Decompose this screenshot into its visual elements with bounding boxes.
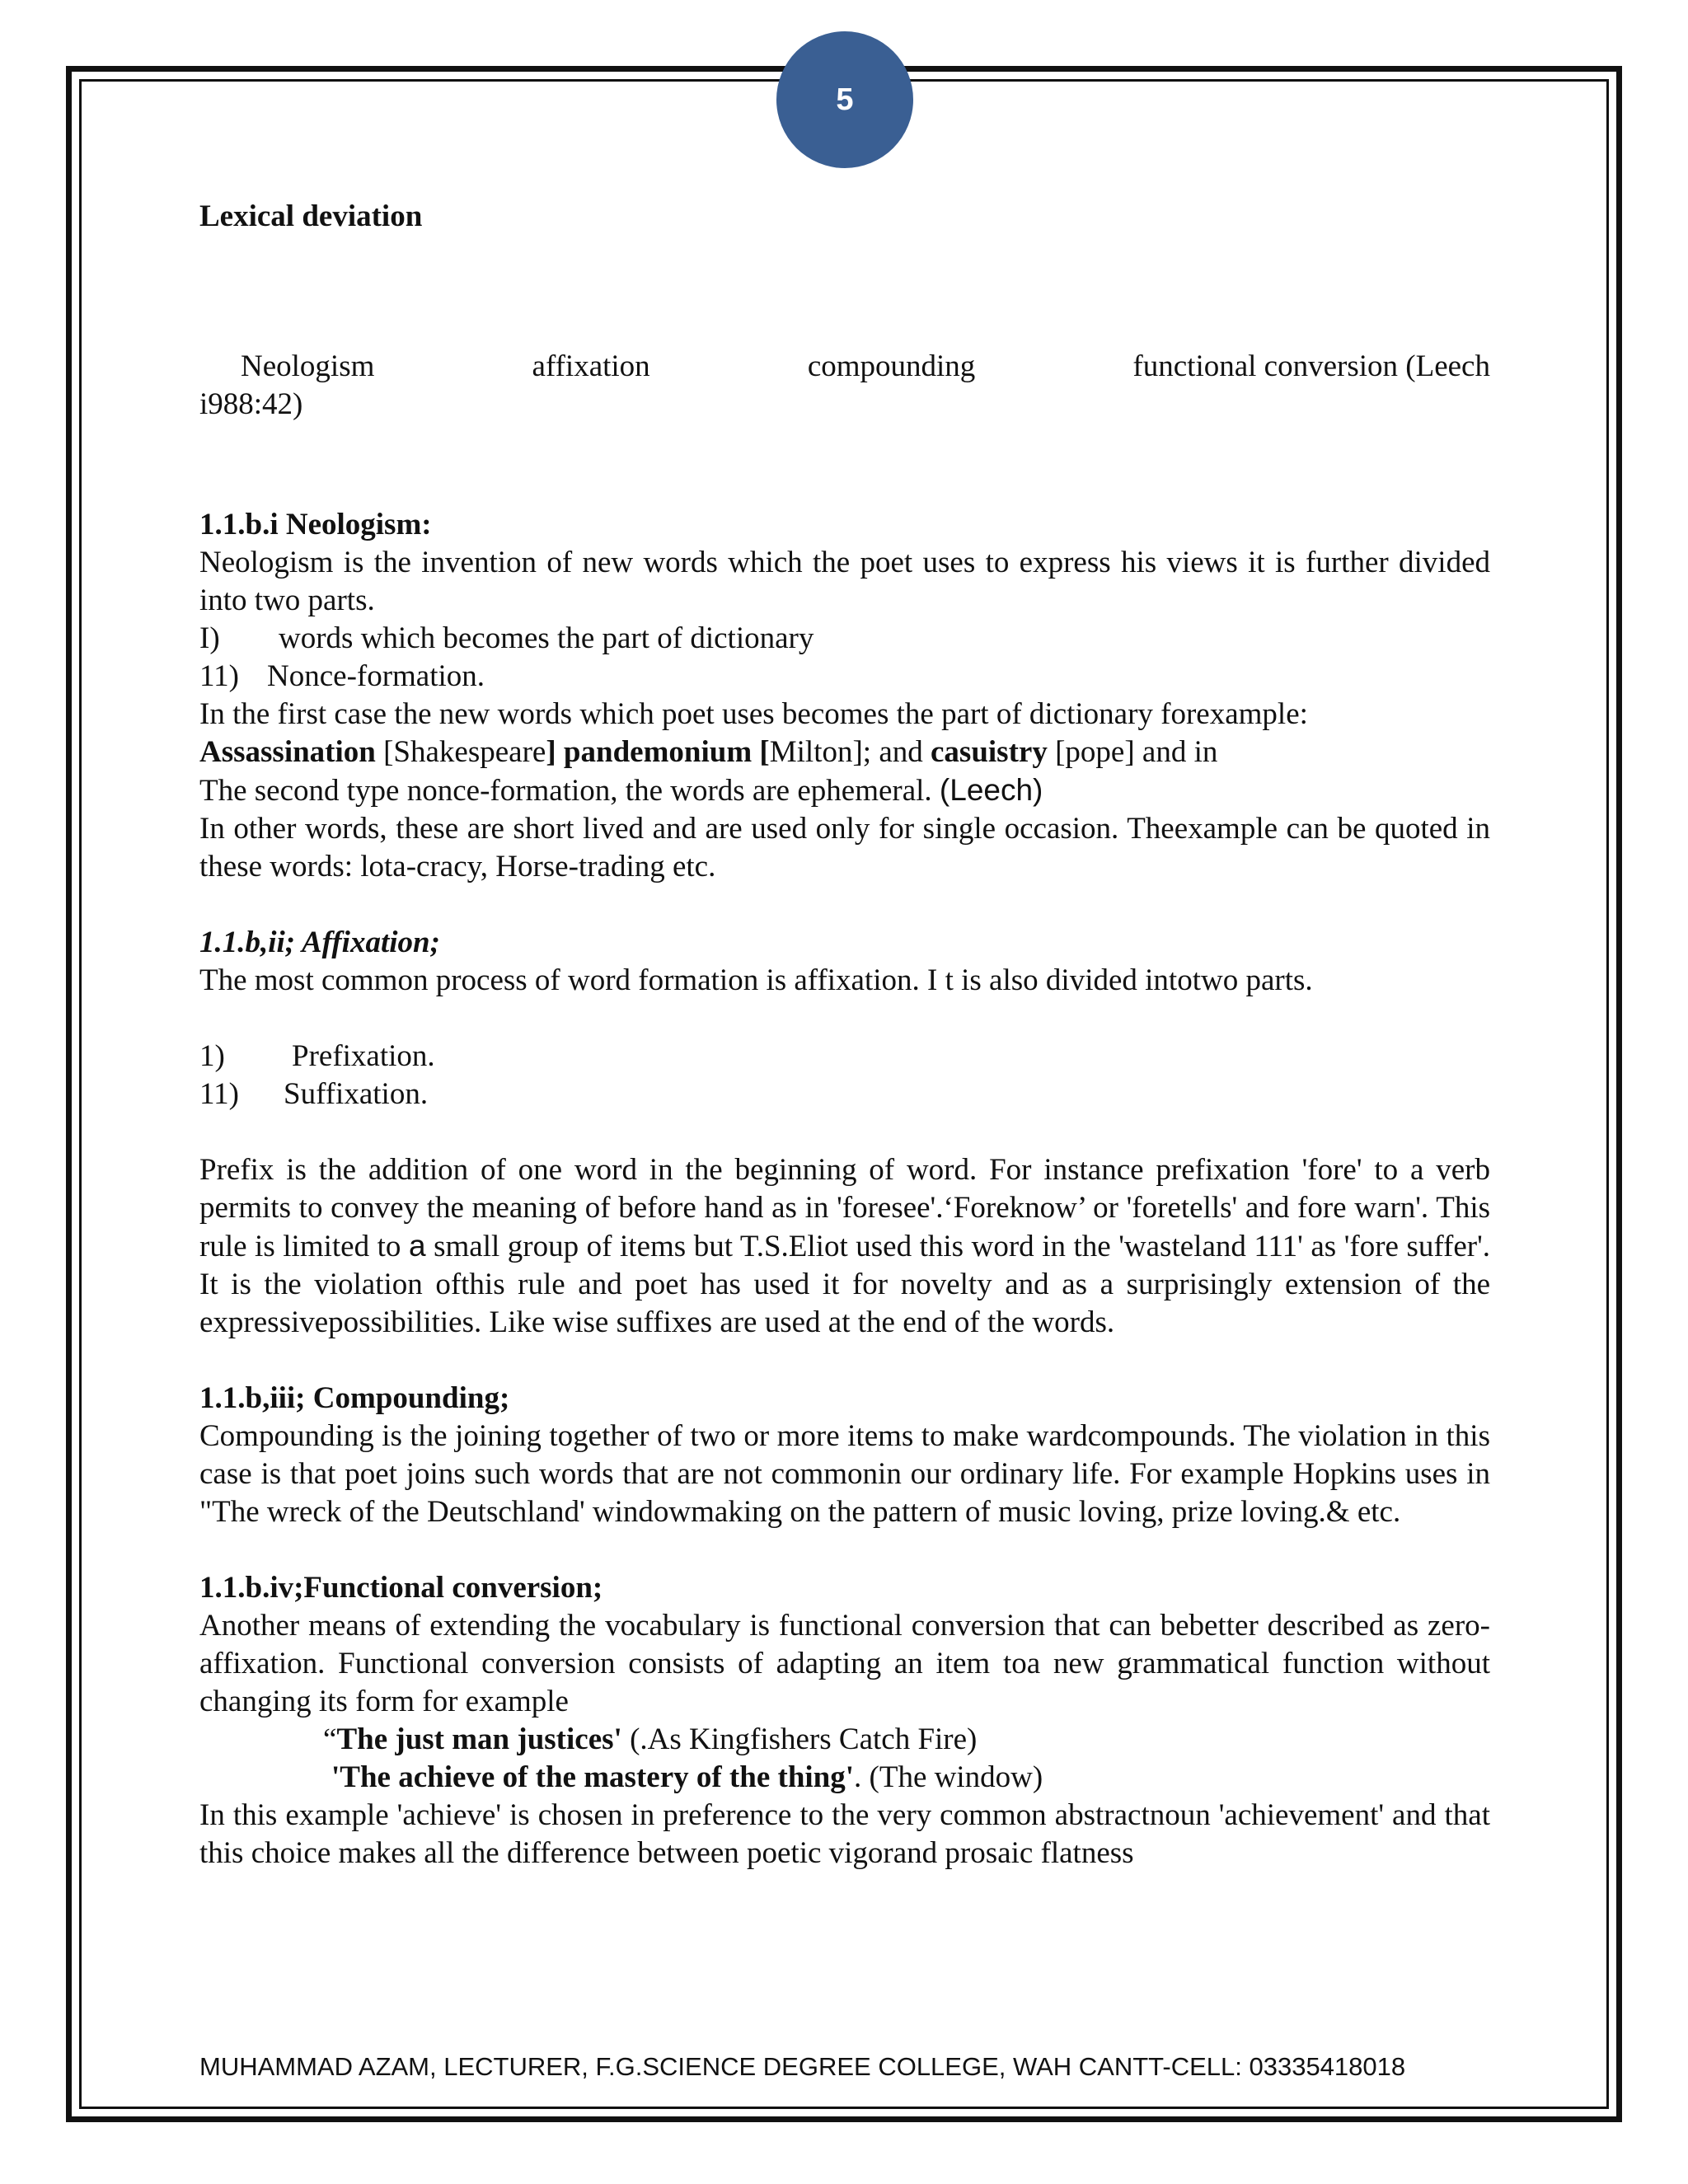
type-functional-conversion: functional conversion (Leech xyxy=(1132,349,1490,383)
page-number: 5 xyxy=(836,82,854,117)
list-item xyxy=(199,1076,1490,1113)
article-glyph: a xyxy=(408,1229,426,1263)
list-number: I) xyxy=(199,621,220,655)
list-text: words which becomes the part of dictionary xyxy=(279,621,814,655)
quote-text: The just man justices' xyxy=(336,1722,622,1756)
paragraph-text: Prefix is the addition of one word in the beginning of word. For instance prefixation 'fore' to a verb permits to convey the meaning of before hand as in 'foresee'.‘Foreknow’ or 'foretells' and fore warn'. This rule is limited to xyxy=(199,1153,1490,1263)
list-item xyxy=(199,620,1490,658)
neologism-intro: Neologism is the invention of new words which the poet uses to express his views it is further divided into two parts. xyxy=(199,546,1490,617)
neologism-heading: 1.1.b.i Neologism: xyxy=(199,508,432,541)
example-source: [pope] and in xyxy=(1047,735,1218,769)
list-number: 11) xyxy=(199,659,239,693)
list-item xyxy=(199,1038,1490,1076)
example-source: Milton]; and xyxy=(769,735,931,769)
quote-source: . (The window) xyxy=(854,1760,1043,1794)
nonce-paragraph xyxy=(199,771,1490,810)
page-title: Lexical deviation xyxy=(199,199,423,233)
example-word: casuistry xyxy=(931,735,1048,769)
list-text: Prefixation. xyxy=(292,1039,435,1073)
list-number: 11) xyxy=(199,1077,239,1111)
paragraph-text: small group of items but T.S.Eliot used this word in the 'wasteland 111' as 'fore suffer'. It is the violation ofthis rule and poet has used it for novelty and as a surprisingly extension of the expressivepossibilities. Like wise suffixes are used at the end of the words. xyxy=(199,1230,1491,1339)
type-neologism: Neologism xyxy=(241,349,375,383)
types-citation: i988:42) xyxy=(199,387,303,421)
example-quote xyxy=(199,1721,1490,1759)
nonce-citation: (Leech) xyxy=(939,773,1043,807)
list-number: 1) xyxy=(199,1039,225,1073)
deviation-types xyxy=(199,348,1490,386)
compounding-paragraph: Compounding is the joining together of two or more items to make wardcompounds. The violation in this case is that poet joins such words that are not commonin our ordinary life. For example Hopkins uses in "The wreck of the Deutschland' windowmaking on the pattern of music loving, prize loving.& etc. xyxy=(199,1419,1490,1529)
quote-mark: “ xyxy=(323,1722,337,1756)
page-footer: MUHAMMAD AZAM, LECTURER, F.G.SCIENCE DEGREE COLLEGE, WAH CANTT-CELL: 03335418018 xyxy=(199,2052,1406,2081)
affixation-paragraph xyxy=(199,1151,1490,1342)
list-text: Nonce-formation. xyxy=(267,659,485,693)
quote-source: (.As Kingfishers Catch Fire) xyxy=(621,1722,978,1756)
neologism-examples xyxy=(199,733,1490,771)
quote-text: 'The achieve of the mastery of the thing' xyxy=(331,1760,855,1794)
conversion-paragraph: Another means of extending the vocabulary is functional conversion that can bebetter described as zero-affixation. Functional conversion consists of adapting an item toa new grammatical function without changing its form for example xyxy=(199,1609,1490,1718)
affixation-heading: 1.1.b,ii; Affixation; xyxy=(199,926,440,959)
example-word: Assassination xyxy=(199,735,376,769)
list-item xyxy=(199,658,1490,696)
compounding-heading: 1.1.b,iii; Compounding; xyxy=(199,1381,510,1415)
example-word: ] pandemonium [ xyxy=(546,735,770,769)
example-source: [Shakespeare xyxy=(375,735,546,769)
type-affixation: affixation xyxy=(532,349,650,383)
list-text: Suffixation. xyxy=(284,1077,429,1111)
page-number-badge xyxy=(776,31,913,168)
neologism-paragraph: In other words, these are short lived and are used only for single occasion. Theexample can be quoted in these words: lota-cracy, Horse-trading etc. xyxy=(199,812,1490,883)
document-body xyxy=(199,198,1490,1872)
example-quote xyxy=(199,1759,1490,1797)
nonce-text: The second type nonce-formation, the words are ephemeral. xyxy=(199,774,932,808)
type-compounding: compounding xyxy=(807,349,976,383)
conversion-closing: In this example 'achieve' is chosen in preference to the very common abstractnoun 'achievement' and that this choice makes all the difference between poetic vigorand prosaic flatness xyxy=(199,1798,1490,1870)
conversion-heading: 1.1.b.iv;Functional conversion; xyxy=(199,1571,603,1605)
neologism-paragraph: In the first case the new words which poet uses becomes the part of dictionary forexample: xyxy=(199,697,1308,731)
affixation-intro: The most common process of word formation is affixation. I t is also divided intotwo parts. xyxy=(199,963,1313,997)
